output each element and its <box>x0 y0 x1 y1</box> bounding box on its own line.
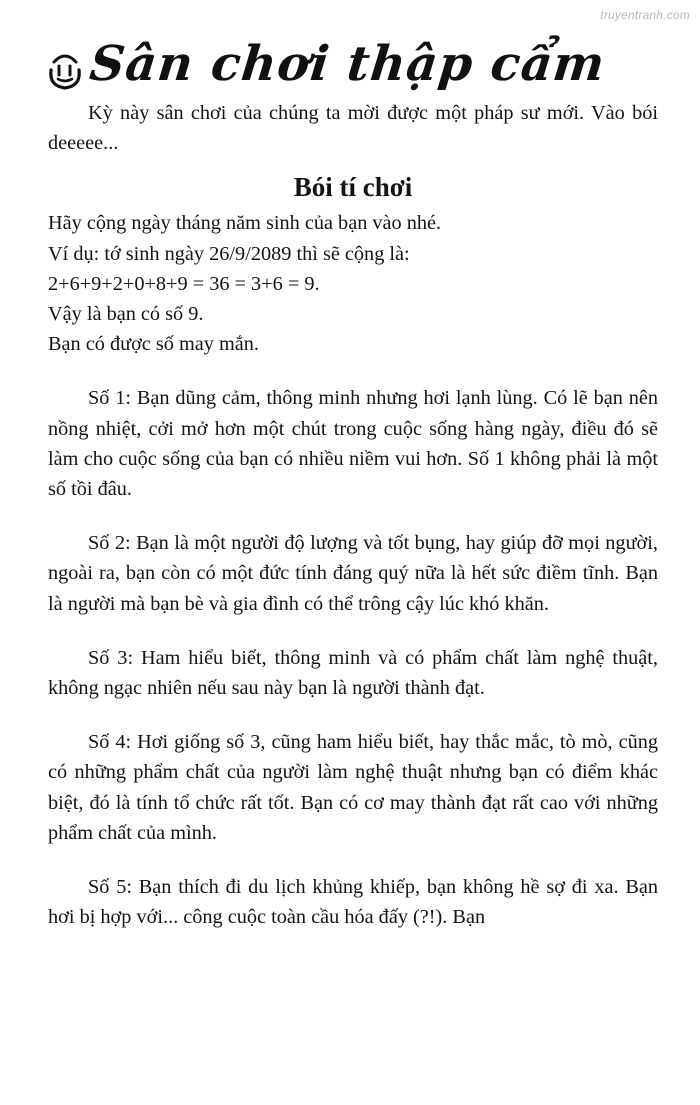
number-3-paragraph: Số 3: Ham hiểu biết, thông minh và có phẩm chất làm nghệ thuật, không ngạc nhiên nếu sau này bạn là người thành đạt. <box>48 646 658 700</box>
article-body <box>48 98 658 932</box>
instruction-line: 2+6+9+2+0+8+9 = 36 = 3+6 = 9. <box>48 272 320 295</box>
intro-paragraph: Kỳ này sân chơi của chúng ta mời được một pháp sư mới. Vào bói deeeee... <box>48 102 658 155</box>
section-title: Bói tí chơi <box>293 172 413 203</box>
instruction-line: Vậy là bạn có số 9. <box>48 303 204 326</box>
watermark: truyentranh.com <box>600 8 690 22</box>
number-4-paragraph: Số 4: Hơi giống số 3, cũng ham hiểu biết, hay thắc mắc, tò mò, cũng có những phẩm chất của người làm nghệ thuật nhưng bạn có điểm khác biệt, đó là tính tổ chức rất tốt. Bạn có cơ may thành đạt rất cao với những phẩm chất của mình. <box>48 731 658 844</box>
instruction-line: Ví dụ: tớ sinh ngày 26/9/2089 thì sẽ cộng là: <box>48 242 410 265</box>
page-title: Sân chơi thập cẩm <box>87 36 608 92</box>
page-header <box>46 28 608 100</box>
instruction-line: Bạn có được số may mắn. <box>48 333 259 356</box>
number-2-paragraph: Số 2: Bạn là một người độ lượng và tốt bụng, hay giúp đỡ mọi người, ngoài ra, bạn còn có một đức tính đáng quý nữa là hết sức điềm tĩnh. Bạn là người mà bạn bè và gia đình có thể trông cậy lúc khó khăn. <box>48 532 658 615</box>
number-5-paragraph: Số 5: Bạn thích đi du lịch khủng khiếp, bạn không hề sợ đi xa. Bạn hơi bị hợp với... công cuộc toàn cầu hóa đấy (?!). Bạn <box>48 876 658 929</box>
number-1-paragraph: Số 1: Bạn dũng cảm, thông minh nhưng hơi lạnh lùng. Có lẽ bạn nên nồng nhiệt, cởi mở hơn một chút trong cuộc sống hàng ngày, điều đó sẽ làm cho cuộc sống của bạn có nhiều niềm vui hơn. Số 1 không phải là một số tồi đâu. <box>48 387 658 501</box>
smiling-face-icon <box>46 48 84 92</box>
instruction-line: Hãy cộng ngày tháng năm sinh của bạn vào nhé. <box>48 212 442 235</box>
